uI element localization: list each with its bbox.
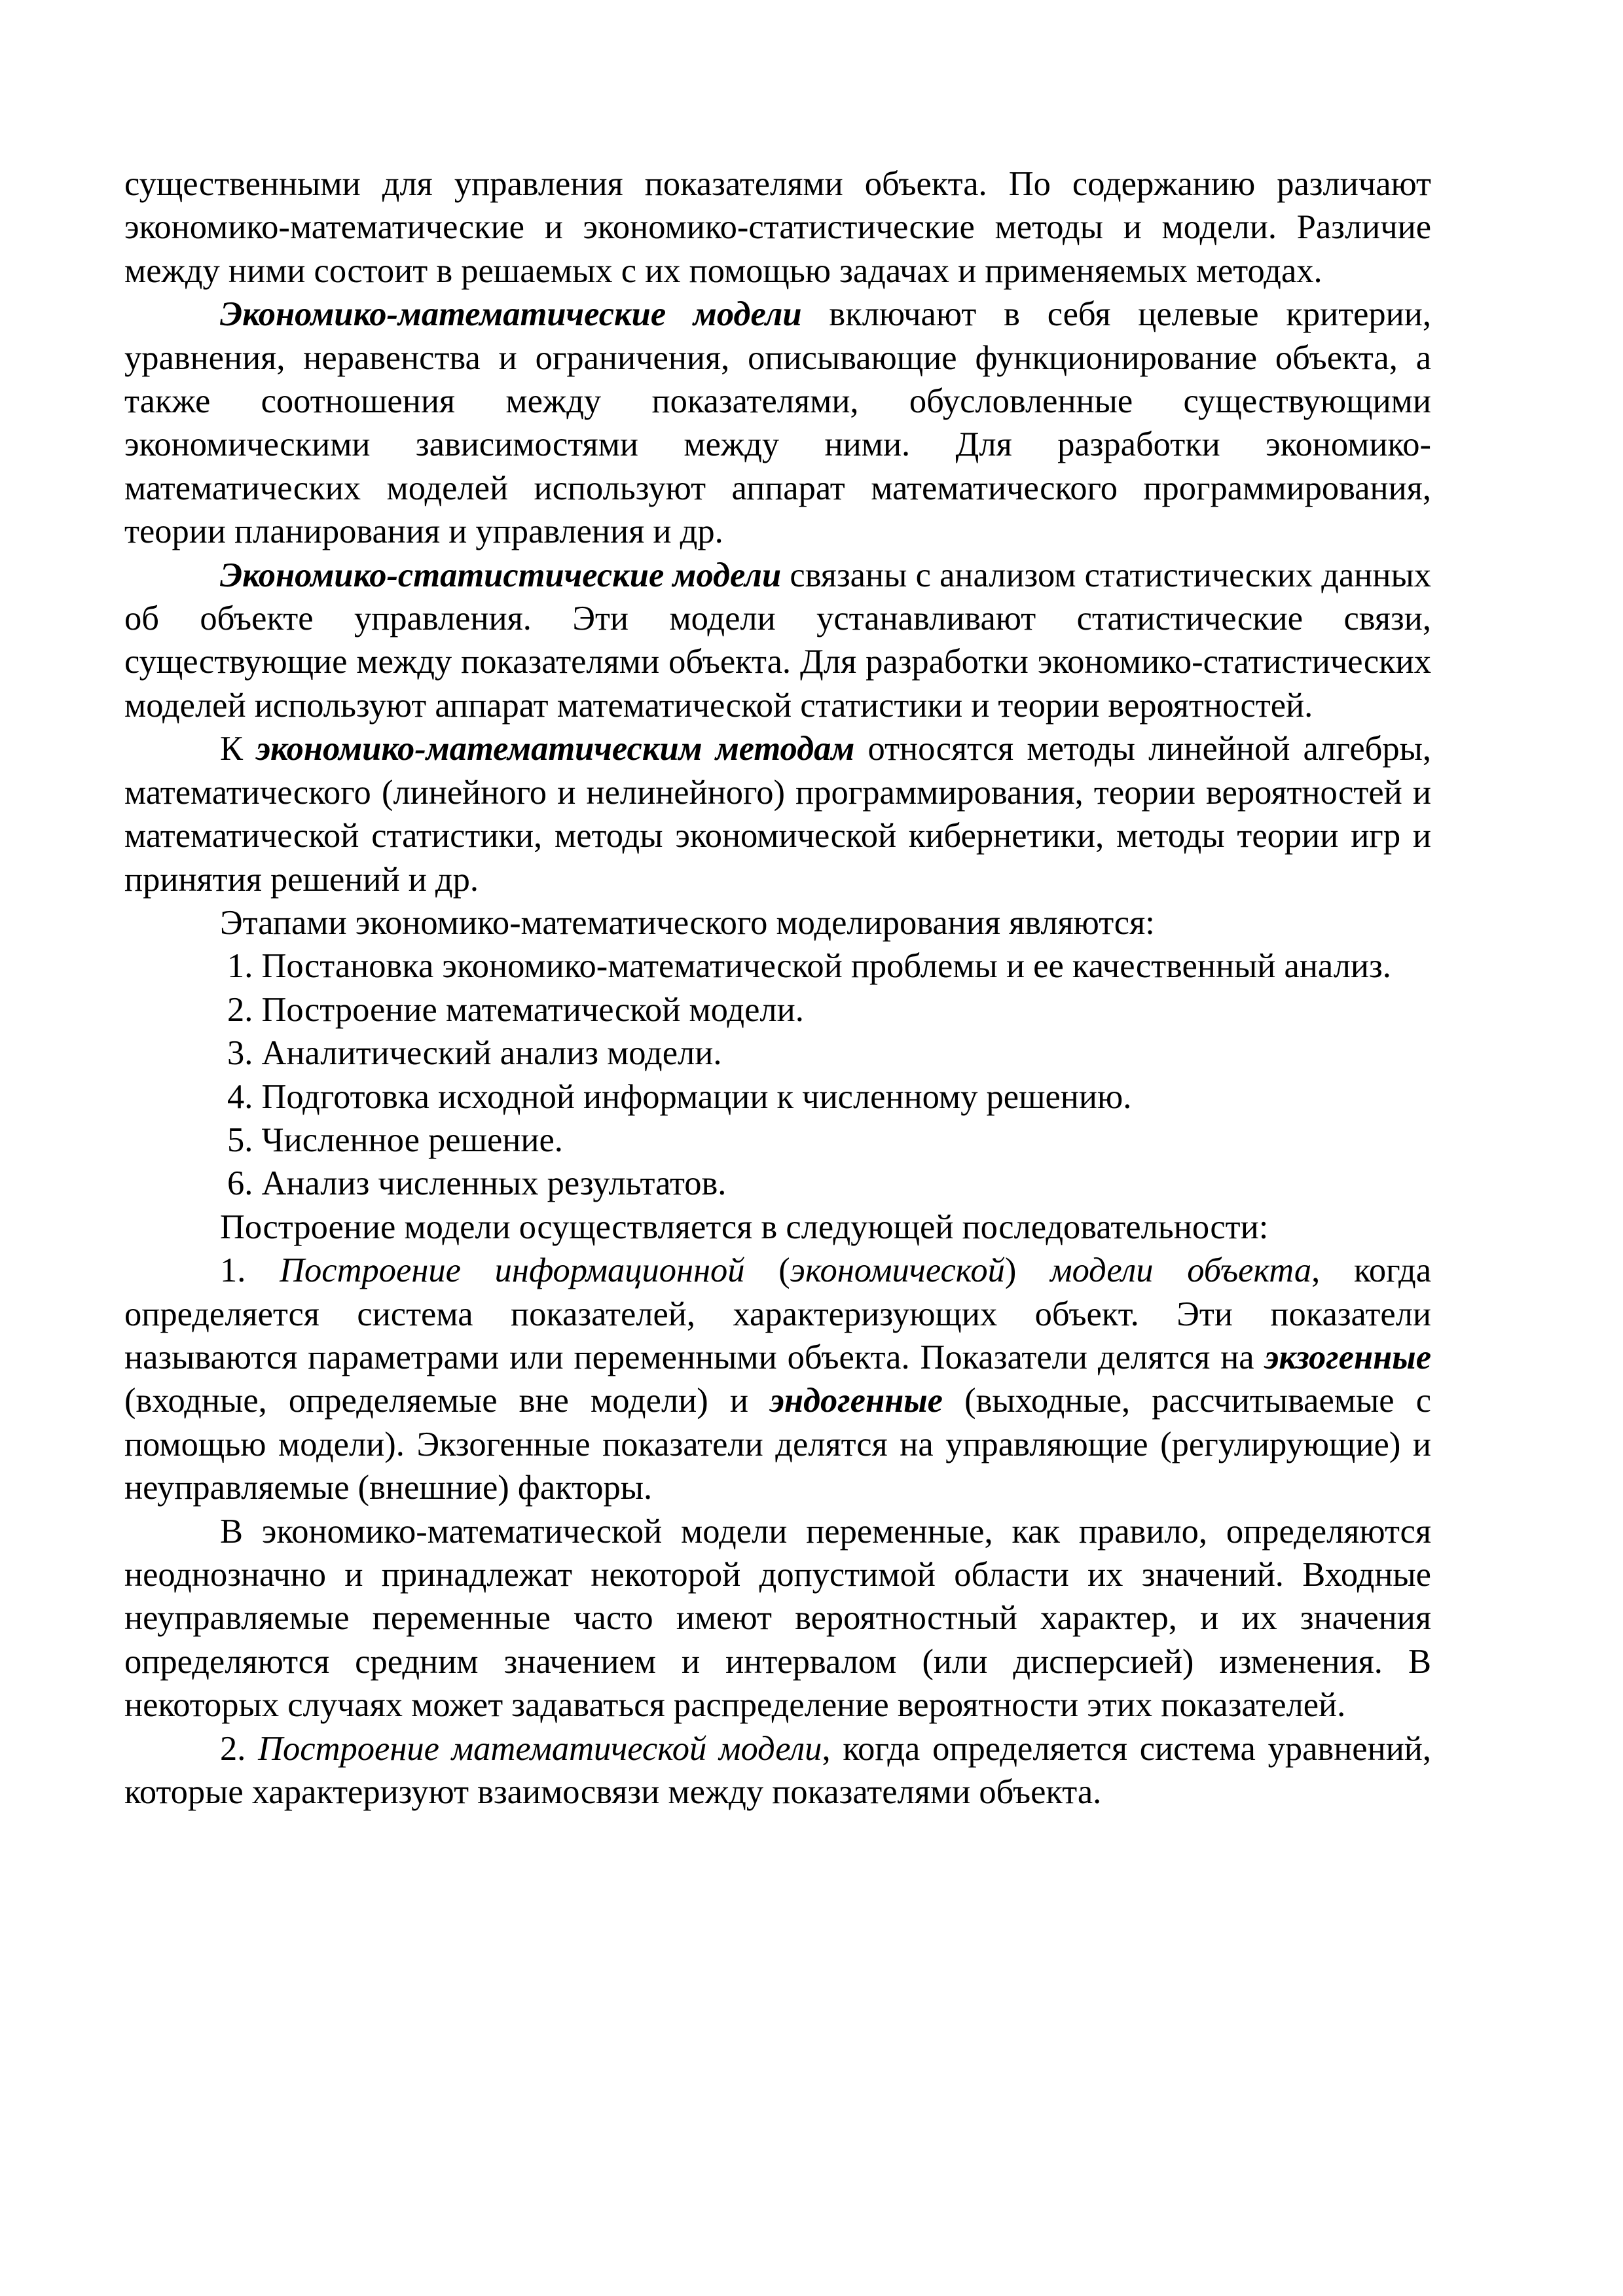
paragraph (124, 293, 1431, 553)
paragraph (124, 1249, 1431, 1509)
italic-text: модели объекта (1050, 1251, 1312, 1290)
text-run: 4. Подготовка исходной информации к численному решению. (227, 1077, 1132, 1116)
text-run: 1. Постановка экономико-математической проблемы и ее качественный анализ. (227, 947, 1391, 986)
text-run: , когда определяется система уравнений, которые характеризуют взаимосвязи между показателями объекта. (124, 1729, 1432, 1812)
italic-text: Построение информационной (280, 1251, 745, 1290)
text-run: 6. Анализ численных результатов. (227, 1164, 727, 1203)
text-run: 5. Численное решение. (227, 1121, 563, 1159)
emphasized-term: экзогенные (1264, 1338, 1431, 1376)
list-item (124, 1119, 1431, 1162)
text-run: (выходные, рассчитываемые с помощью модели). Экзогенные показатели делятся на управляющие (регулирующие) и неуправляемые (внешние) факторы. (124, 1382, 1431, 1507)
paragraph (124, 727, 1431, 901)
paragraph (124, 901, 1431, 944)
text-run: 1. (220, 1251, 280, 1290)
paragraph (124, 1727, 1431, 1814)
emphasized-term: экономико-математическим методам (256, 730, 855, 768)
paragraph (124, 554, 1431, 728)
text-run: существенными для управления показателями объекта. По содержанию различают экономико-математические и экономико-статистические методы и модели. Различие между ними состоит в решаемых с их помощью задачах и применяемых методах. (124, 165, 1431, 290)
text-run: ( (744, 1251, 790, 1290)
text-run: 2. (220, 1729, 259, 1768)
emphasized-term: Экономико-статистические модели (220, 556, 782, 594)
text-run: ) (1004, 1251, 1051, 1290)
list-item (124, 944, 1431, 988)
text-run: Построение модели осуществляется в следующей последовательности: (220, 1208, 1269, 1246)
text-run: , когда определяется система показателей, характеризующих объект. Эти показатели называются параметрами или переменными объекта. Показатели делятся на (124, 1251, 1432, 1376)
text-run: К (220, 730, 257, 768)
italic-text: Построение математической модели (258, 1729, 822, 1768)
italic-text: экономической (790, 1251, 1005, 1290)
paragraph (124, 1206, 1431, 1249)
list-item (124, 988, 1431, 1031)
emphasized-term: Экономико-математические модели (220, 295, 802, 334)
text-run: включают в себя целевые критерии, уравнения, неравенства и ограничения, описывающие функционирование объекта, а также соотношения между показателями, обусловленные существующими экономическими зависимостями между ними. Для разработки экономико-математических моделей используют аппарат математического программирования, теории планирования и управления и др. (124, 295, 1432, 551)
text-run: 2. Построение математической модели. (227, 990, 804, 1029)
list-item (124, 1162, 1431, 1205)
text-run: относятся методы линейной алгебры, математического (линейного и нелинейного) программирования, теории вероятностей и математической статистики, методы экономической кибернетики, методы теории игр и принятия решений и др. (124, 730, 1431, 899)
text-run: 3. Аналитический анализ модели. (227, 1034, 722, 1073)
text-run: связаны с анализом статистических данных об объекте управления. Эти модели устанавливают статистические связи, существующие между показателями объекта. Для разработки экономико-статистических моделей используют аппарат математической статистики и теории вероятностей. (124, 556, 1431, 725)
paragraph (124, 162, 1431, 293)
list-item (124, 1031, 1431, 1075)
list-item (124, 1075, 1431, 1119)
text-run: В экономико-математической модели переменные, как правило, определяются неоднозначно и принадлежат некоторой допустимой области их значений. Входные неуправляемые переменные часто имеют вероятностный характер, и их значения определяются средним значением и интервалом (или дисперсией) изменения. В некоторых случаях может задаваться распределение вероятности этих показателей. (124, 1512, 1431, 1725)
paragraph (124, 1510, 1431, 1727)
text-run: Этапами экономико-математического моделирования являются: (220, 903, 1155, 942)
text-run: (входные, определяемые вне модели) и (124, 1382, 771, 1420)
document-page (124, 162, 1431, 1814)
emphasized-term: эндогенные (770, 1382, 943, 1420)
